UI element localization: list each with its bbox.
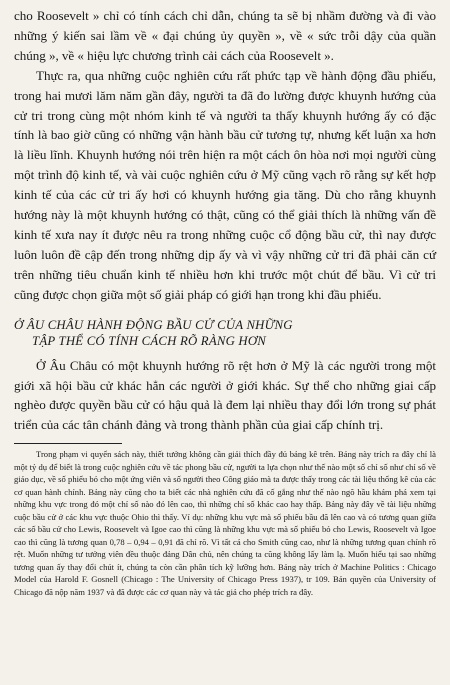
paragraph-continuation: cho Roosevelt » chỉ có tính cách chỉ dẫn, chúng ta sẽ bị nhầm đường và đi vào những ý kiến sai lầm về « đại chúng ủy quyền », về « sức trỗi dậy của quần chúng », về « hiệu lực chương trình cải cách của Roosevelt ». — [14, 8, 436, 63]
paragraph-voting-tendency: Thực ra, qua những cuộc nghiên cứu rất phức tạp về hành động đầu phiếu, trong hai mươi lăm năm gần đây, người ta đã đo lường được khuynh hướng của cử tri trong cùng một nhóm kinh tế và người ta thấy khuynh hướng ấy có đặc tính là bao giờ cũng có những vận hành bầu cử tương tự, nhưng kết luận xa hơn là liều lĩnh. Khuynh hướng nói trên hiện ra một cách ôn hòa nơi mọi người cùng một trình độ kinh tế, và vài cuộc nghiên cứu ở Mỹ cũng vạch rõ rằng sự kết hợp kinh tế của các cử tri ấy hơi có khuynh hướng gia tăng. Dù cho rằng khuynh hướng này là một khuynh hướng có thật, cũng có thể giải thích là những vấn đề kinh tế xưa nay ít được nêu ra trong những cuộc cổ động bầu cử, thì nay được luôn luôn đề cập đến trong những dịp ấy và vì vậy những cử tri đã phải căn cứ trên những tiêu chuẩn kinh tế nhiều hơn khi trước một chút để bầu. Vì cử tri cũng được chọn giữa một số giải pháp có giới hạn trong khi đầu phiếu. — [14, 67, 436, 302]
footnote: Trong phạm vi quyển sách này, thiết tưởng không cần giải thích đầy đủ bảng kê trên. Bảng này trích ra đây chỉ là một tỷ dụ để biết là trong cuộc nghiên cứu về tác phong bầu cử, người ta lựa chọn như thế nào một số chỉ số như chỉ số về giáo dục, về số phiếu bỏ cho một ứng viên và số người theo Công giáo mà ta được thấy trong các tài liệu thống kê của các cơ quan hành chính. Bảng này cũng cho ta biết các nhà nghiên cứu đã cố gắng như thế nào ngõ hầu khám phá xem tại những khu vực trong đó một chỉ số nào đó lên cao, thì những chỉ số khác cao hay thấp. Bảng này đây về tài liệu những cuộc bầu cử ở các khu vực thuộc Ohio thì thấy. Ví dụ: những khu vực mà số phiếu bầu đã lên cao và có tương quan giữa các số bầu cử cho Lewis, Roosevelt và Igoe cao thì cũng là những khu vực mà số phiếu bỏ cho Lewis, Roosevelt và Igoe cao thì cũng là tương quan 0,78 – 0,94 – 0,91 đã chỉ rõ. Vì tất cả cho Smith cũng cao, như là những tương quan chính rõ rệt. Muốn những tư tưởng viên đều thuộc đảng Dân chủ, nên chúng ta cũng không lấy làm lạ. Muốn hiểu tại sao những tương quan ấy thay đổi chút ít, chúng ta còn cần phân tích kỹ lưỡng hơn. Bảng này trích ở Machine Politics : Chicago Model của Harold F. Gosnell (Chicago : The University of Chicago Press 1937), tr 109. Bản quyền của University of Chicago đã nộp năm 1937 và đã được các cơ quan này và tác giả cho phép trích ra đây. — [14, 449, 436, 597]
section-heading — [14, 317, 436, 350]
paragraph-europe: Ở Âu Châu có một khuynh hướng rõ rệt hơn ở Mỹ là các người trong một giới xã hội bầu cử khác hẳn các người ở giới khác. Sự thể cho những giai cấp nghèo được quyền bầu cử có hậu quả là đem lại nhiều thay đổi lớn trong sự phát triển của các tân chánh đảng và trong thành phần của giai cấp chính trị. — [14, 357, 436, 433]
footnote-divider — [14, 443, 122, 444]
section-heading-line-2: TẬP THỂ CÓ TÍNH CÁCH RÕ RÀNG HƠN — [32, 334, 267, 349]
section-heading-line-1: Ở ÂU CHÂU HÀNH ĐỘNG BẦU CỬ CỦA NHỮNG — [14, 317, 293, 332]
